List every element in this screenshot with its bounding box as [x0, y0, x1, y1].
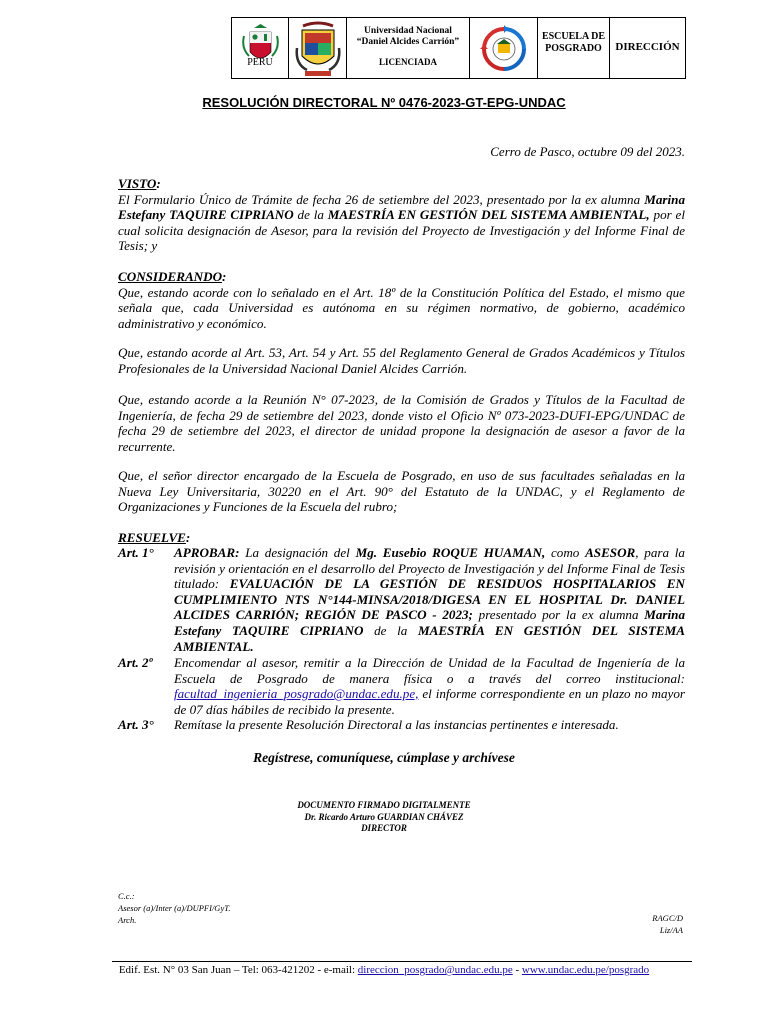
considerando-paragraph-4: Que, el señor director encargado de la Escuela de Posgrado, en uso de sus facultades señaladas en la Nueva Ley Universitaria, 30220 en el Art. 90° del Estatuto de la UNDAC, y el Reglamento de Organizaciones y Funciones de la Escuela del rubro;	[118, 468, 685, 515]
footer-separator: -	[512, 964, 522, 976]
university-name-line2: “Daniel Alcides Carrión”	[356, 37, 460, 47]
article-1-text-d: presentado por la ex alumna	[472, 607, 645, 623]
article-1-verb: APROBAR:	[174, 545, 240, 560]
visto-section: VISTO: El Formulario Único de Trámite de fecha 26 de setiembre del 2023, presentado por la ex alumna Marina Estefany TAQUIRE CIPRIANO de la MAESTRÍA EN GESTIÓN DEL SISTEMA AMBIENTAL, por el cual solicita designación de Asesor, para la revisión del Proyecto de Investigación y del Informe Final de Tesis; y	[118, 176, 685, 254]
direction-label: DIRECCIÓN	[615, 41, 680, 53]
footer-email-link[interactable]: direccion_posgrado@undac.edu.pe	[357, 964, 513, 976]
article-2-text	[174, 655, 685, 717]
signature-block	[0, 800, 768, 835]
program-name: MAESTRÍA EN GESTIÓN DEL SISTEMA AMBIENTAL,	[327, 207, 650, 223]
letterhead-table	[231, 17, 686, 79]
considerando-paragraph-1: Que, estando acorde con lo señalado en el Art. 18º de la Constitución Política del Estado, el mismo que señala que, cada Universidad es autónoma en su régimen normativo, de gobierno, académico administrativo y económico.	[118, 284, 685, 331]
reference-line-2: Liz/AA	[659, 925, 683, 935]
licenciada-label: LICENCIADA	[378, 57, 437, 67]
article-3-label: Art. 3°	[118, 717, 154, 732]
posgrado-logo-icon	[470, 18, 538, 80]
considerando-section: CONSIDERANDO: Que, estando acorde con lo señalado en el Art. 18º de la Constitución Política del Estado, el mismo que señala que, cada Universidad es autónoma en su régimen normativo, de gobierno, académico administrativo y económico.	[118, 269, 685, 331]
article-1-text-c: , para la revisión y orientación en el desarrollo del Proyecto de Investigación y del Informe Final de Tesis titulado:	[174, 545, 685, 592]
document-date: Cerro de Pasco, octubre 09 del 2023.	[490, 144, 685, 159]
peru-coat-of-arms-icon	[232, 18, 289, 80]
peru-label: PERU	[247, 57, 273, 68]
faculty-email-link[interactable]: facultad_ingenieria_posgrado@undac.edu.pe,	[174, 686, 419, 702]
undac-crest-icon	[289, 18, 347, 80]
copy-recipients	[118, 890, 230, 926]
advisor-name: Mg. Eusebio ROQUE HUAMAN,	[355, 545, 546, 560]
signature-line-1: DOCUMENTO FIRMADO DIGITALMENTE	[297, 800, 471, 810]
visto-text-b: de la	[293, 207, 328, 223]
article-1-text-b: como	[545, 545, 586, 560]
cc-archive: Arch.	[118, 915, 137, 925]
article-2-text-a: Encomendar al asesor, remitir a la Dirección de Unidad de la Facultad de Ingeniería de la Escuela de Posgrado de manera física o a través del correo institucional:	[174, 655, 685, 686]
university-name-cell	[347, 18, 470, 78]
article-2-text-b: el informe correspondiente en un plazo no mayor de 07 días hábiles de recibido la presente.	[174, 686, 685, 717]
article-1	[118, 545, 685, 654]
student-name: Marina Estefany TAQUIRE CIPRIANO	[118, 191, 685, 223]
article-2-label: Art. 2º	[118, 655, 153, 670]
school-name-line2: POSGRADO	[545, 43, 602, 54]
reference-line-1: RAGC/D	[652, 913, 683, 923]
article-1-text-a: La designación del	[239, 545, 356, 560]
signer-title: DIRECTOR	[361, 823, 407, 833]
footer-website-link[interactable]: www.undac.edu.pe/posgrado	[521, 964, 650, 976]
footer-divider	[112, 961, 692, 962]
closing-phrase: Regístrese, comuníquese, cúmplase y archívese	[253, 750, 515, 765]
school-name-line1: ESCUELA DE	[541, 31, 606, 42]
considerando-paragraph-2: Que, estando acorde al Art. 53, Art. 54 y Art. 55 del Reglamento General de Grados Académicos y Títulos Profesionales de la Universidad Nacional Daniel Alcides Carrión.	[118, 345, 685, 376]
cc-recipients: Asesor (a)/Inter (a)/DUPFI/GyT.	[118, 903, 231, 913]
undac-crest-cell	[289, 18, 347, 78]
footer-address: Edif. Est. N° 03 San Juan – Tel: 063-421202 - e-mail:	[118, 964, 358, 976]
considerando-paragraph-3: Que, estando acorde a la Reunión N° 07-2023, de la Comisión de Grados y Títulos de la Facultad de Ingeniería, de fecha 29 de setiembre del 2023, donde visto el Oficio Nº 073-2023-DUFI-EPG/UNDAC de fecha 29 de setiembre del 2023, el director de unidad propone la designación de asesor a favor de la recurrente.	[118, 392, 685, 454]
article-1-program: MAESTRÍA EN GESTIÓN DEL SISTEMA AMBIENTAL.	[174, 622, 685, 654]
article-1-label: Art. 1°	[118, 545, 154, 560]
considerando-heading: CONSIDERANDO	[118, 269, 223, 284]
article-1-text-e: de la	[363, 622, 418, 638]
article-1-student-name: Marina Estefany TAQUIRE CIPRIANO	[174, 607, 685, 638]
school-name-cell	[538, 18, 610, 78]
article-2	[118, 655, 685, 717]
visto-text-a: El Formulario Único de Trámite de fecha 26 de setiembre del 2023, presentado por la ex alumna	[118, 191, 645, 207]
epg-logo-cell	[470, 18, 538, 78]
direction-cell	[610, 18, 685, 78]
thesis-title: EVALUACIÓN DE LA GESTIÓN DE RESIDUOS HOSPITALARIOS EN CUMPLIMIENTO NTS N°144-MINSA/2018/DIGESA EN EL HOSPITAL Dr. DANIEL ALCIDES CARRIÓN; REGIÓN DE PASCO - 2023;	[174, 576, 685, 623]
article-1-text	[174, 545, 685, 654]
signer-name: Dr. Ricardo Arturo GUARDIAN CHÁVEZ	[304, 811, 464, 822]
university-name-line1: Universidad Nacional	[364, 26, 452, 36]
resuelve-heading-row: RESUELVE:	[118, 530, 191, 545]
visto-text-c: por el cual solicita designación de Asesor, para la revisión del Proyecto de Investigación y del Informe Final de Tesis; y	[118, 207, 685, 254]
cc-label: C.c.:	[118, 891, 135, 901]
reference-initials	[652, 912, 683, 936]
visto-heading: VISTO	[118, 176, 157, 191]
advisor-role: ASESOR	[585, 545, 636, 560]
peru-crest-cell	[232, 18, 289, 78]
resolution-title: RESOLUCIÓN DIRECTORAL Nº 0476-2023-GT-EPG-UNDAC	[202, 95, 566, 110]
footer	[0, 964, 768, 976]
resuelve-heading: RESUELVE	[118, 530, 186, 545]
article-3-text: Remítase la presente Resolución Directoral a las instancias pertinentes e interesada.	[174, 717, 619, 732]
article-3	[118, 717, 685, 733]
